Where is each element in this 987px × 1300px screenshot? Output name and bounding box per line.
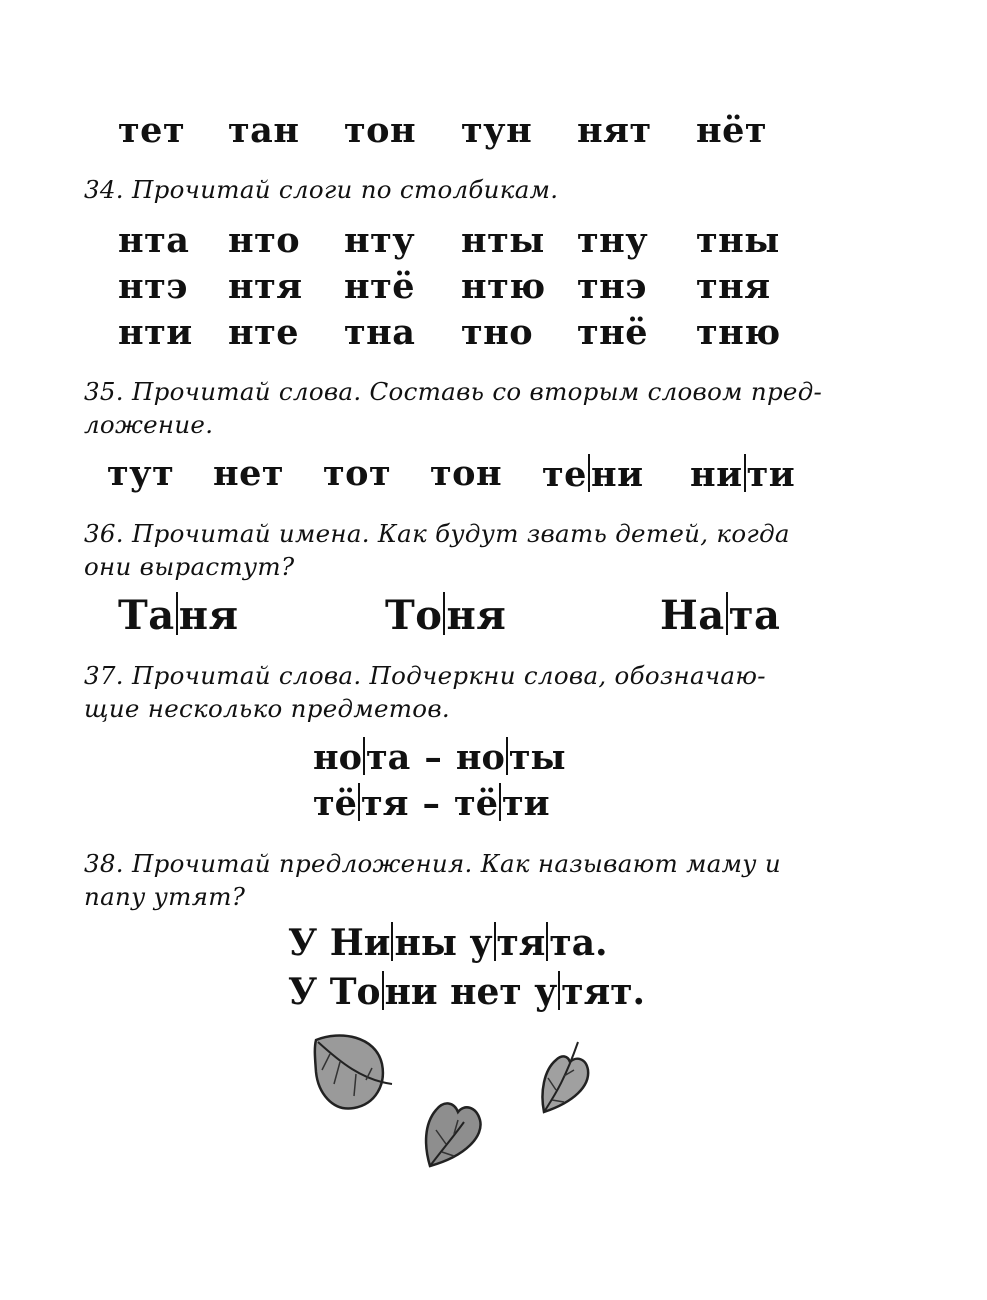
task-text-line1: Прочитай имена. Как будут звать детей, когда	[131, 519, 790, 548]
syllable: нтя	[228, 266, 303, 307]
syllable: та	[728, 591, 781, 639]
syllable-divider	[588, 454, 590, 492]
sentence-part: У	[288, 971, 330, 1013]
syllable: тно	[461, 312, 534, 353]
syllable-divider	[382, 971, 384, 1010]
task-number: 36.	[84, 519, 124, 548]
syllable: нте	[228, 312, 300, 353]
syllable: тун	[461, 110, 533, 151]
word-split	[690, 454, 795, 495]
sentence-part: у	[534, 971, 558, 1013]
names-row	[0, 592, 987, 642]
dash: –	[424, 737, 442, 778]
syllable: тан	[228, 110, 300, 151]
syllable: ни	[690, 454, 743, 496]
leaf-icon	[310, 1032, 396, 1112]
task-36-instruction	[84, 517, 844, 583]
sentence-part: ны	[394, 922, 470, 964]
word-pair	[313, 735, 566, 781]
name	[660, 592, 780, 639]
syllable-divider	[499, 783, 501, 821]
syllable: нты	[461, 220, 545, 261]
syllable: ти	[746, 454, 796, 496]
syllable: ня	[446, 591, 507, 639]
task-number: 34.	[84, 175, 124, 204]
syllable: та	[365, 737, 411, 778]
task-number: 35.	[84, 377, 124, 406]
syllable-divider	[744, 454, 746, 492]
task-37-instruction	[84, 659, 844, 725]
syllable: нта	[118, 220, 190, 261]
sentence-part: Ни	[329, 922, 391, 964]
leaf-icon	[538, 1040, 592, 1116]
word: нет	[213, 453, 285, 494]
syllable-row	[0, 313, 987, 361]
syllable: тет	[118, 110, 186, 151]
syllable: нят	[577, 110, 652, 151]
task-text-line2: они вырастут?	[84, 552, 295, 581]
task-text-line2: щие несколько предметов.	[84, 694, 450, 723]
syllable: То	[385, 591, 443, 639]
syllable: нти	[118, 312, 193, 353]
word: тут	[107, 453, 175, 494]
syllable: ти	[501, 783, 550, 824]
sentence-part: ни нет	[384, 971, 535, 1013]
dash: –	[422, 783, 441, 824]
syllable-row-top	[0, 111, 987, 159]
syllable: На	[660, 591, 725, 639]
syllable: но	[455, 737, 505, 778]
syllable: тон	[344, 110, 417, 151]
syllable-divider	[176, 592, 178, 635]
syllable: те	[542, 454, 587, 496]
syllable-divider	[363, 737, 365, 775]
syllable: нтю	[461, 266, 546, 307]
task-text-line1: Прочитай предложения. Как называют маму и	[131, 849, 781, 878]
syllable: но	[313, 737, 362, 778]
syllable: тну	[577, 220, 649, 261]
syllable: тё	[454, 783, 498, 824]
word: тон	[430, 453, 503, 494]
task-38-instruction	[84, 847, 844, 913]
sentence	[288, 918, 608, 968]
syllable-divider	[358, 783, 360, 821]
syllable: нтэ	[118, 266, 189, 307]
word: тот	[323, 453, 392, 494]
task-text-line2: папу утят?	[84, 882, 246, 911]
task-number: 38.	[84, 849, 124, 878]
syllable: тна	[344, 312, 416, 353]
word-pair	[313, 781, 550, 827]
word-row	[0, 454, 987, 502]
syllable-row	[0, 221, 987, 269]
syllable-divider	[506, 737, 508, 775]
sentence-part: У	[288, 922, 330, 964]
sentence-part: тят.	[561, 971, 646, 1013]
word-split	[542, 454, 644, 495]
syllable-row	[0, 267, 987, 315]
task-34-instruction	[84, 173, 844, 206]
syllable: тнэ	[577, 266, 648, 307]
sentence-part: тя	[496, 922, 546, 964]
syllable: тя	[360, 783, 409, 824]
sentence-part: та.	[549, 922, 608, 964]
sentence-part: То	[329, 971, 381, 1013]
name	[118, 592, 239, 639]
syllable: нту	[344, 220, 416, 261]
syllable: ня	[178, 591, 239, 639]
syllable: нтё	[344, 266, 416, 307]
name	[385, 592, 506, 639]
syllable: ни	[590, 454, 644, 496]
syllable-divider	[726, 592, 728, 635]
leaf-icon	[424, 1096, 484, 1170]
syllable: тны	[696, 220, 780, 261]
syllable: тё	[313, 783, 357, 824]
syllable-divider	[558, 971, 560, 1010]
syllable: нёт	[696, 110, 768, 151]
task-text-line2: ложение.	[84, 410, 214, 439]
task-number: 37.	[84, 661, 124, 690]
syllable: Та	[118, 591, 175, 639]
syllable: тнё	[577, 312, 649, 353]
syllable: тню	[696, 312, 781, 353]
sentence	[288, 967, 645, 1017]
syllable: ты	[508, 737, 566, 778]
task-text-line1: Прочитай слова. Составь со вторым словом пред-	[131, 377, 823, 406]
task-text-line1: Прочитай слова. Подчеркни слова, обозначаю-	[131, 661, 766, 690]
syllable-divider	[494, 922, 496, 961]
syllable: нто	[228, 220, 301, 261]
task-text: Прочитай слоги по столбикам.	[131, 175, 559, 204]
task-35-instruction	[84, 375, 844, 441]
syllable: тня	[696, 266, 771, 307]
sentence-part: у	[469, 922, 493, 964]
